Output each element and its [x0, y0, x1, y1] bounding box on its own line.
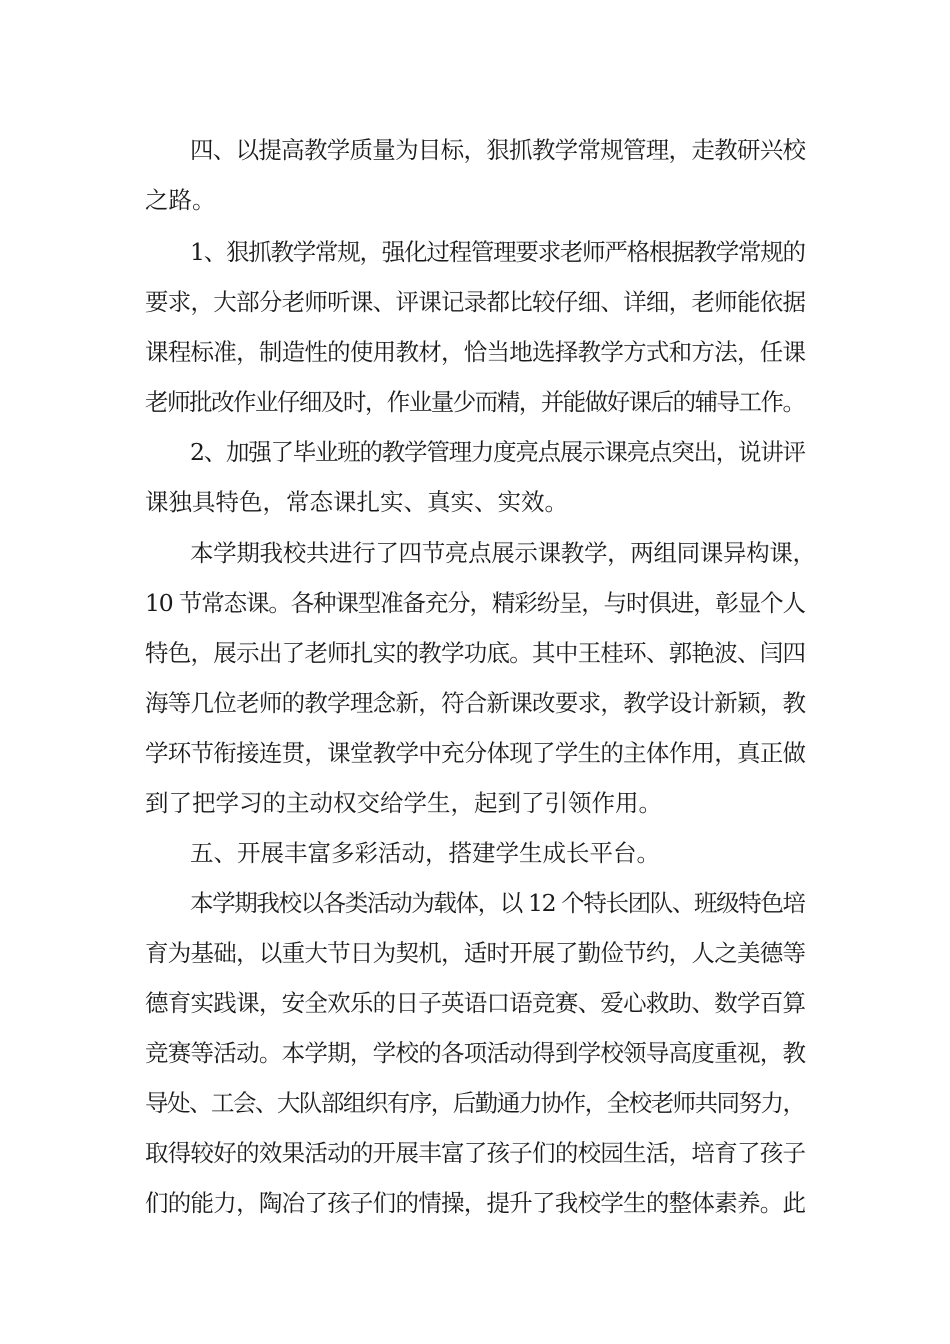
showcase-paragraph-line-5: 学环节衔接连贯，课堂教学中充分体现了学生的主体作用，真正做 — [145, 739, 806, 767]
activities-paragraph-line-5: 导处、工会、大队部组织有序，后勤通力协作，全校老师共同努力， — [145, 1089, 805, 1117]
activities-paragraph-line-6: 取得较好的效果活动的开展丰富了孩子们的校园生活，培育了孩子 — [145, 1139, 806, 1167]
showcase-paragraph-line-4: 海等几位老师的教学理念新，符合新课改要求，教学设计新颖，教 — [145, 689, 806, 717]
activities-paragraph-line-4: 竞赛等活动。本学期，学校的各项活动得到学校领导高度重视，教 — [145, 1039, 806, 1067]
showcase-paragraph-line-1: 本学期我校共进行了四节亮点展示课教学，两组同课异构课， — [190, 539, 816, 567]
item-one-line-3: 课程标准，制造性的使用教材，恰当地选择教学方式和方法，任课 — [145, 338, 806, 366]
activities-paragraph-line-7: 们的能力，陶冶了孩子们的情操，提升了我校学生的整体素养。此 — [145, 1189, 806, 1217]
showcase-paragraph-line-2: 10 节常态课。各种课型准备充分，精彩纷呈，与时俱进，彰显个人 — [145, 589, 805, 617]
item-two-line-1: 2、加强了毕业班的教学管理力度亮点展示课亮点突出，说讲评 — [190, 438, 805, 466]
item-one-line-1: 1、狠抓教学常规，强化过程管理要求老师严格根据教学常规的 — [190, 238, 805, 266]
item-two-line-2: 课独具特色，常态课扎实、真实、实效。 — [145, 488, 568, 516]
activities-paragraph-line-1: 本学期我校以各类活动为载体，以 12 个特长团队、班级特色培 — [190, 889, 805, 917]
activities-paragraph-line-2: 育为基础，以重大节日为契机，适时开展了勤俭节约，人之美德等 — [145, 939, 806, 967]
showcase-paragraph-line-6: 到了把学习的主动权交给学生，起到了引领作用。 — [145, 789, 662, 817]
item-one-line-4: 老师批改作业仔细及时，作业量少而精，并能做好课后的辅导工作。 — [145, 388, 805, 416]
heading-four-line-1: 四、以提高教学质量为目标，狠抓教学常规管理，走教研兴校 — [190, 136, 806, 164]
activities-paragraph-line-3: 德育实践课，安全欢乐的日子英语口语竞赛、爱心救助、数学百算 — [145, 989, 806, 1017]
showcase-paragraph-line-3: 特色，展示出了老师扎实的教学功底。其中王桂环、郭艳波、闫四 — [145, 639, 806, 667]
heading-four-line-2: 之路。 — [145, 186, 216, 214]
heading-five: 五、开展丰富多彩活动，搭建学生成长平台。 — [190, 839, 660, 867]
item-one-line-2: 要求，大部分老师听课、评课记录都比较仔细、详细，老师能依据 — [145, 288, 806, 316]
